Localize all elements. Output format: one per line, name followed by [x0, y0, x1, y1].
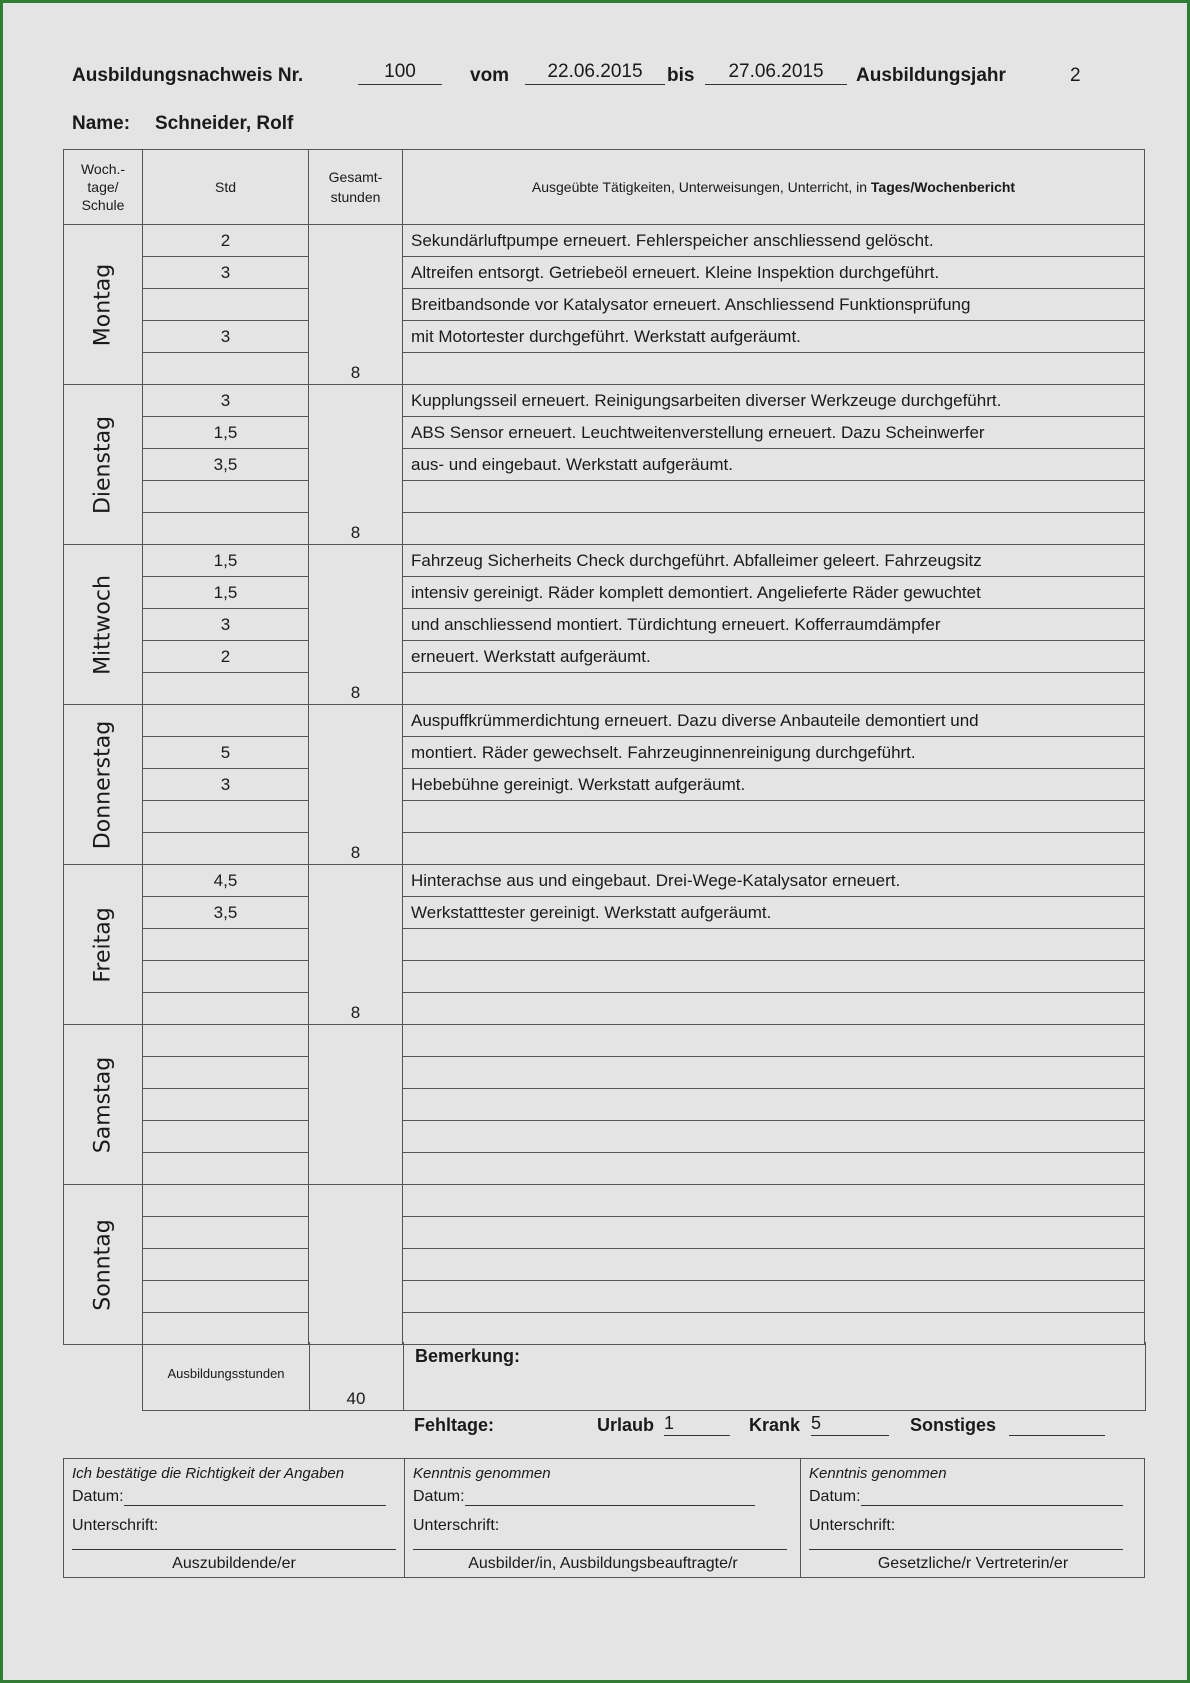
- day-row: [64, 961, 1145, 993]
- hours-cell: [143, 929, 309, 961]
- activity-line: Breitbandsonde vor Katalysator erneuert. Anschliessend Funktionsprüfung: [403, 289, 1145, 321]
- hours-cell: 2: [143, 641, 309, 673]
- day-row: [64, 705, 1145, 737]
- activity-line: [403, 513, 1145, 545]
- hours-cell: 3: [143, 385, 309, 417]
- header-hours: Std: [143, 150, 309, 225]
- vom-label: vom: [470, 65, 510, 86]
- day-row: [64, 385, 1145, 417]
- signature-line: [809, 1549, 1123, 1550]
- hours-cell: [143, 993, 309, 1025]
- activity-line: [403, 1313, 1145, 1345]
- hours-cell: [143, 705, 309, 737]
- day-row: [64, 513, 1145, 545]
- hours-cell: [143, 1217, 309, 1249]
- remark-label: Bemerkung:: [415, 1346, 521, 1366]
- activity-line: [403, 1025, 1145, 1057]
- activity-line: mit Motortester durchgeführt. Werkstatt aufgeräumt.: [403, 321, 1145, 353]
- signature-note: Kenntnis genommen: [809, 1465, 947, 1482]
- header-day: Woch.- tage/ Schule: [64, 150, 143, 225]
- hours-cell: 2: [143, 225, 309, 257]
- day-row: [64, 1057, 1145, 1089]
- day-row: [64, 417, 1145, 449]
- weekday-label: Mittwoch: [90, 574, 116, 675]
- day-row: [64, 321, 1145, 353]
- header-activities-bold: Tages/Wochenbericht: [870, 179, 1016, 195]
- hours-cell: [143, 961, 309, 993]
- day-row: [64, 609, 1145, 641]
- hours-cell: [143, 1249, 309, 1281]
- activity-line: Werkstatttester gereinigt. Werkstatt aufgeräumt.: [403, 897, 1145, 929]
- day-row: [64, 1121, 1145, 1153]
- day-row: [64, 1089, 1145, 1121]
- day-row: [64, 801, 1145, 833]
- hours-cell: [143, 673, 309, 705]
- weekday-label: Samstag: [90, 1056, 116, 1153]
- date-to: 27.06.2015: [705, 61, 847, 85]
- weekday-label: Sonntag: [90, 1218, 116, 1311]
- signature-role: Gesetzliche/r Vertreterin/er: [877, 1555, 1069, 1572]
- total-hours-cell: 8: [309, 865, 403, 1025]
- hours-cell: 3,5: [143, 449, 309, 481]
- day-row: [64, 993, 1145, 1025]
- total-hours-cell: [309, 1025, 403, 1185]
- other-value: [1009, 1413, 1105, 1436]
- activity-line: aus- und eingebaut. Werkstatt aufgeräumt.: [403, 449, 1145, 481]
- training-year-value: 2: [1070, 65, 1081, 86]
- activity-line: ABS Sensor erneuert. Leuchtweitenverstellung erneuert. Dazu Scheinwerfer: [403, 417, 1145, 449]
- header-activities: [403, 150, 1145, 225]
- hours-cell: [143, 1057, 309, 1089]
- vacation-value: 1: [664, 1413, 730, 1436]
- weekday-label: Donnerstag: [90, 720, 116, 849]
- day-row: [64, 1217, 1145, 1249]
- hours-cell: [143, 801, 309, 833]
- signature-line: [413, 1549, 787, 1550]
- weekday-cell: [64, 1185, 143, 1345]
- header-total-hours: Gesamt- stunden: [309, 150, 403, 225]
- activity-line: [403, 1185, 1145, 1217]
- activity-line: Auspuffkrümmerdichtung erneuert. Dazu diverse Anbauteile demontiert und: [403, 705, 1145, 737]
- date-label: Datum:: [413, 1488, 465, 1505]
- day-row: [64, 641, 1145, 673]
- day-row: [64, 865, 1145, 897]
- hours-cell: [143, 1089, 309, 1121]
- table-header-row: [64, 150, 1145, 225]
- form-title: Ausbildungsnachweis Nr.: [72, 65, 304, 86]
- training-hours-value: 40: [346, 1389, 366, 1408]
- weekday-cell: [64, 705, 143, 865]
- hours-cell: [143, 513, 309, 545]
- hours-cell: 5: [143, 737, 309, 769]
- date-from: 22.06.2015: [525, 61, 665, 85]
- hours-cell: 3,5: [143, 897, 309, 929]
- signature-role: Auszubildende/er: [172, 1555, 296, 1572]
- hours-cell: [143, 1121, 309, 1153]
- weekday-cell: [64, 865, 143, 1025]
- activity-line: [403, 1249, 1145, 1281]
- total-hours-cell: 8: [309, 545, 403, 705]
- day-row: [64, 225, 1145, 257]
- total-hours-cell: 8: [309, 225, 403, 385]
- day-row: [64, 833, 1145, 865]
- header-activities-text: Ausgeübte Tätigkeiten, Unterweisungen, Unterricht, in: [531, 179, 871, 195]
- day-row: [64, 289, 1145, 321]
- training-hours-cell: [143, 1342, 310, 1410]
- activity-line: [403, 1281, 1145, 1313]
- activity-line: Hinterachse aus und eingebaut. Drei-Wege-Katalysator erneuert.: [403, 865, 1145, 897]
- total-hours-cell: 8: [309, 385, 403, 545]
- activity-line: [403, 1121, 1145, 1153]
- day-row: [64, 481, 1145, 513]
- hours-cell: 3: [143, 609, 309, 641]
- day-row: [64, 737, 1145, 769]
- training-hours-label: Ausbildungsstunden: [167, 1366, 285, 1381]
- hours-cell: 3: [143, 769, 309, 801]
- hours-cell: 3: [143, 257, 309, 289]
- day-row: [64, 673, 1145, 705]
- day-row: [64, 1313, 1145, 1345]
- day-row: [64, 1249, 1145, 1281]
- training-hours-total-cell: [309, 1342, 404, 1410]
- activity-line: [403, 833, 1145, 865]
- day-row: [64, 1025, 1145, 1057]
- signature-role: Ausbilder/in, Ausbildungsbeauftragte/r: [468, 1555, 738, 1572]
- hours-cell: 4,5: [143, 865, 309, 897]
- activity-line: [403, 1153, 1145, 1185]
- weekly-report-table: [63, 149, 1145, 1345]
- signature-label: Unterschrift:: [72, 1517, 159, 1534]
- sick-value: 5: [811, 1413, 889, 1436]
- absence-label: Fehltage:: [414, 1415, 495, 1435]
- day-row: [64, 577, 1145, 609]
- hours-cell: 1,5: [143, 545, 309, 577]
- name-label: Name:: [72, 113, 131, 134]
- signature-trainer: [404, 1459, 801, 1577]
- total-hours-cell: [309, 1185, 403, 1345]
- activity-line: [403, 929, 1145, 961]
- day-row: [64, 449, 1145, 481]
- sick-label: Krank: [749, 1415, 801, 1435]
- day-row: [64, 257, 1145, 289]
- bis-label: bis: [667, 65, 695, 86]
- day-row: [64, 769, 1145, 801]
- activity-line: [403, 993, 1145, 1025]
- hours-cell: [143, 289, 309, 321]
- name-value: Schneider, Rolf: [155, 113, 294, 134]
- signature-label: Unterschrift:: [809, 1517, 896, 1534]
- activity-line: [403, 1057, 1145, 1089]
- weekday-cell: [64, 1025, 143, 1185]
- day-row: [64, 353, 1145, 385]
- activity-line: montiert. Räder gewechselt. Fahrzeuginnenreinigung durchgeführt.: [403, 737, 1145, 769]
- activity-line: [403, 1089, 1145, 1121]
- hours-cell: [143, 353, 309, 385]
- weekday-label: Freitag: [90, 906, 116, 983]
- day-row: [64, 545, 1145, 577]
- date-line: [861, 1491, 1123, 1506]
- signature-guardian: [800, 1459, 1145, 1577]
- date-line: [124, 1491, 386, 1506]
- vacation-label: Urlaub: [597, 1415, 655, 1435]
- hours-cell: [143, 1313, 309, 1345]
- activity-line: Fahrzeug Sicherheits Check durchgeführt. Abfalleimer geleert. Fahrzeugsitz: [403, 545, 1145, 577]
- hours-cell: 1,5: [143, 577, 309, 609]
- hours-cell: [143, 481, 309, 513]
- weekday-cell: [64, 385, 143, 545]
- activity-line: Hebebühne gereinigt. Werkstatt aufgeräumt.: [403, 769, 1145, 801]
- activity-line: [403, 481, 1145, 513]
- date-label: Datum:: [809, 1488, 861, 1505]
- summary-block: [142, 1342, 1146, 1411]
- activity-line: Altreifen entsorgt. Getriebeöl erneuert. Kleine Inspektion durchgeführt.: [403, 257, 1145, 289]
- hours-cell: 3: [143, 321, 309, 353]
- total-hours-cell: 8: [309, 705, 403, 865]
- activity-line: [403, 1217, 1145, 1249]
- hours-cell: [143, 833, 309, 865]
- signature-note: Ich bestätige die Richtigkeit der Angaben: [72, 1465, 345, 1482]
- day-row: [64, 1185, 1145, 1217]
- activity-line: [403, 353, 1145, 385]
- activity-line: [403, 801, 1145, 833]
- weekday-label: Dienstag: [90, 415, 116, 514]
- activity-line: und anschliessend montiert. Türdichtung erneuert. Kofferraumdämpfer: [403, 609, 1145, 641]
- hours-cell: [143, 1025, 309, 1057]
- signature-label: Unterschrift:: [413, 1517, 500, 1534]
- weekday-cell: [64, 225, 143, 385]
- day-row: [64, 929, 1145, 961]
- date-line: [465, 1491, 755, 1506]
- report-number: 100: [358, 61, 442, 85]
- weekday-label: Montag: [90, 263, 116, 346]
- other-label: Sonstiges: [910, 1415, 997, 1435]
- activity-line: [403, 673, 1145, 705]
- activity-line: Sekundärluftpumpe erneuert. Fehlerspeicher anschliessend gelöscht.: [403, 225, 1145, 257]
- activity-line: [403, 961, 1145, 993]
- hours-cell: [143, 1281, 309, 1313]
- activity-line: erneuert. Werkstatt aufgeräumt.: [403, 641, 1145, 673]
- activity-line: intensiv gereinigt. Räder komplett demontiert. Angelieferte Räder gewuchtet: [403, 577, 1145, 609]
- activity-line: Kupplungsseil erneuert. Reinigungsarbeiten diverser Werkzeuge durchgeführt.: [403, 385, 1145, 417]
- day-row: [64, 1153, 1145, 1185]
- hours-cell: [143, 1185, 309, 1217]
- hours-cell: 1,5: [143, 417, 309, 449]
- day-row: [64, 897, 1145, 929]
- weekday-cell: [64, 545, 143, 705]
- signature-line: [72, 1549, 396, 1550]
- training-year-label: Ausbildungsjahr: [856, 65, 1006, 86]
- date-label: Datum:: [72, 1488, 124, 1505]
- signature-trainee: [64, 1459, 404, 1577]
- day-row: [64, 1281, 1145, 1313]
- hours-cell: [143, 1153, 309, 1185]
- signature-section: [63, 1458, 1145, 1578]
- signature-note: Kenntnis genommen: [413, 1465, 551, 1482]
